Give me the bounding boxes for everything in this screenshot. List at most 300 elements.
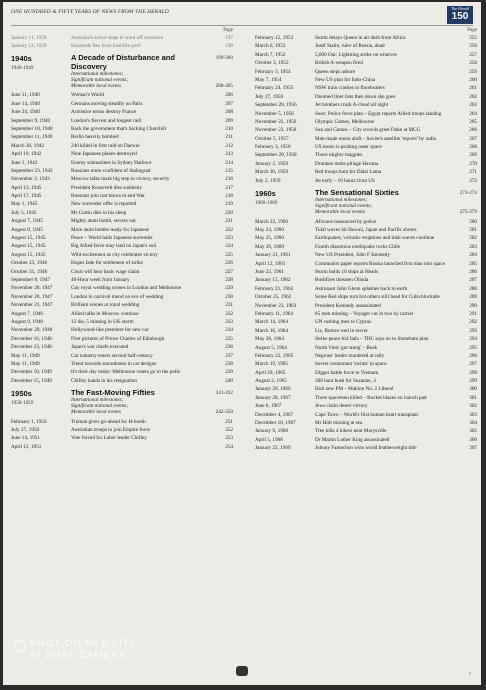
entry-page: 222 (225, 226, 233, 233)
entry-headline: Big Allied force may land on Japan's soil (71, 243, 157, 250)
entry-page: 198 (225, 43, 233, 50)
subheading-text: International milestones; (71, 71, 124, 78)
contents-entry (11, 160, 233, 166)
contents-entry (255, 43, 477, 49)
contents-entry (11, 327, 233, 333)
entry-headline: Enemy submarines in Sydney Harbour (71, 159, 152, 166)
entry-date: March 22, 1960 (255, 218, 288, 225)
entry-date: February 1, 1950 (11, 418, 47, 425)
entry-page: 280 (469, 218, 477, 225)
entry-headline: Jews claim desert victory (315, 403, 368, 410)
decade-section (11, 54, 233, 89)
entry-date: August 7, 1948 (11, 310, 43, 317)
contents-entry (11, 243, 233, 249)
entry-page: 230 (225, 293, 233, 300)
entry-page: 221 (225, 218, 233, 225)
entry-page: 231 (225, 302, 233, 309)
entry-page: 197 (225, 35, 233, 41)
contents-entry (255, 445, 477, 451)
entry-date: June 6, 1967 (255, 403, 282, 410)
contents-entry (11, 118, 233, 124)
entry-headline: President Kennedy assassinated (315, 302, 381, 309)
entry-headline: Drunken mobs pillage Havana (315, 160, 379, 167)
entry-page: 263 (469, 102, 477, 109)
entry-page: 259 (469, 68, 477, 75)
section-title: The Fast-Moving Fifties (71, 387, 155, 397)
entry-headline: Moscow talks mark big step to victory, security (71, 176, 170, 183)
entry-date: January 21, 1961 (255, 252, 291, 259)
entry-page: 233 (225, 318, 233, 325)
entry-page: 265 (469, 118, 477, 125)
logo-caption: The Herald (450, 6, 470, 11)
entry-headline: Those mighty magpies (315, 152, 363, 159)
entry-headline: Queen steps ashore (315, 68, 356, 75)
entry-date: March 7, 1952 (255, 51, 286, 58)
entry-headline: Holt new PM – Mahlon No. 2 Liberal (315, 386, 394, 393)
entry-headline: Australia's active steps to ward off recession (71, 35, 164, 41)
contents-entry (255, 119, 477, 125)
entry-date: May 1, 1945 (11, 201, 38, 208)
entry-page: 294 (469, 336, 477, 343)
entry-page: 239 (225, 369, 233, 376)
entry-date: February 21, 1962 (255, 285, 294, 292)
entry-page: 292 (469, 319, 477, 326)
entry-page: 257 (469, 51, 477, 58)
entry-page: 252 (225, 427, 233, 434)
entry-page: 256 (469, 43, 477, 50)
contents-entry (11, 35, 233, 41)
entry-page: 217 (225, 184, 233, 191)
contents-entry (11, 101, 233, 107)
entry-headline: North Viets 'got stung' – Rusk (315, 344, 378, 351)
entry-page: 304 (469, 420, 477, 427)
entry-date: April 12, 1961 (255, 260, 286, 267)
entry-headline: Germans moving steadily on Paris (71, 100, 143, 107)
section-pages: 241-242 (215, 389, 233, 396)
entry-page: 208 (225, 109, 233, 116)
entry-page: 281 (469, 227, 477, 234)
entry-page: 227 (225, 268, 233, 275)
decade-label: 1950s (11, 388, 32, 398)
entry-date: March 19, 1965 (255, 361, 288, 368)
entry-page: 267 (469, 135, 477, 142)
entry-date: August 5, 1964 (255, 344, 287, 351)
entry-date: November 23, 1963 (255, 302, 297, 309)
entry-date: November 2, 1943 (11, 176, 50, 183)
entry-date: August 15, 1945 (11, 235, 46, 242)
entry-page: 272 (469, 177, 477, 184)
entry-page: 297 (469, 361, 477, 368)
contents-entry (11, 201, 233, 207)
contents-entry (255, 252, 477, 258)
subheading-page: 242-250 (215, 409, 233, 416)
entry-date: January 28, 1967 (255, 394, 291, 401)
entry-date: October 5, 1957 (255, 135, 289, 142)
entry-date: October 3, 1952 (255, 60, 289, 67)
entry-date: July 27, 1950 (11, 427, 40, 434)
entry-headline: London in carnival mood on eve of wedding (71, 293, 164, 300)
entry-headline: New US plan for Indo-China (315, 76, 376, 83)
entry-page: 270 (469, 160, 477, 167)
page-header (11, 6, 473, 24)
entry-date: February 22, 1965 (255, 352, 294, 359)
entry-date: September 10, 1940 (11, 125, 53, 132)
entry-headline: Dr Martin Luther King assassinated (315, 436, 390, 443)
entry-date: April 10, 1942 (11, 151, 42, 158)
entry-page: 295 (469, 344, 477, 351)
camera-lens-icon (14, 640, 26, 652)
entry-headline: Mr Holt missing at sea (315, 420, 363, 427)
entry-headline: Japan's war chiefs executed (71, 344, 129, 351)
entry-headline: Chifley hands in his resignation (71, 377, 137, 384)
contents-entry (255, 345, 477, 351)
watermark-line-2: AI DUAL CAMERA (30, 650, 127, 661)
entry-date: February 3, 1958 (255, 144, 291, 151)
contents-entry (11, 176, 233, 182)
contents-entry (11, 294, 233, 300)
entry-headline: Earthquakes, volcanic eruptions and tidal waves continue (315, 235, 435, 242)
contents-entry (255, 60, 477, 66)
contents-entry (255, 386, 477, 392)
contents-entry (255, 94, 477, 100)
section-title-block (71, 389, 233, 416)
entry-page: 224 (225, 243, 233, 250)
contents-entry (255, 428, 477, 434)
entry-date: September 9, 1940 (11, 117, 51, 124)
entry-headline: 85 men missing – Voyager cut in two by carrier (315, 310, 414, 317)
entry-headline: Russians more confident of Stalingrad (71, 167, 151, 174)
subheading-page: 275-279 (459, 209, 477, 216)
entry-headline: Josef Stalin, ruler of Russia, dead (315, 43, 385, 50)
entry-page: 225 (225, 251, 233, 258)
contents-entry (255, 77, 477, 83)
entry-page: 212 (225, 142, 233, 149)
entry-headline: Tidal waves hit Hawaii, Japan and Pacific shores (315, 227, 417, 234)
entry-date: November 5, 1956 (255, 110, 294, 117)
entry-date: June 14, 1951 (11, 435, 40, 442)
subheading-text: Memorable local events (315, 209, 365, 216)
entry-date: December 23, 1948 (11, 344, 52, 351)
contents-entry (255, 235, 477, 241)
entry-page: 226 (225, 260, 233, 267)
contents-entry (255, 169, 477, 175)
entry-page: 251 (225, 418, 233, 425)
running-header-title: ONE HUNDRED & FIFTY YEARS OF NEWS FROM THE HERALD (11, 9, 169, 15)
contents-entry (11, 134, 233, 140)
subheading-text: Memorable local events (71, 409, 121, 416)
entry-headline: 500 hunt bush for Suzanne, 3 (315, 378, 376, 385)
entry-date: August 7, 1945 (11, 218, 43, 225)
entry-date: November 20, 1947 (11, 293, 53, 300)
entry-headline: Vote forced for Labor leader Chifley (71, 435, 147, 442)
contents-entry (11, 285, 233, 291)
entry-page: 254 (225, 443, 233, 450)
entry-date: February 11, 1964 (255, 310, 293, 317)
entry-date: January 9, 1968 (255, 428, 288, 435)
entry-headline: 12 die, 5 missing in UK storm (71, 318, 134, 325)
entry-headline: Digger battle force to Vietnam (315, 369, 379, 376)
entry-page: 302 (469, 403, 477, 410)
entry-headline: Johnny Famechon wins world featherweight title (315, 445, 417, 452)
contents-entry (11, 435, 233, 441)
contents-entry (255, 161, 477, 167)
contents-entry (11, 126, 233, 132)
entry-headline: Mr Curtin dies in his sleep (71, 209, 127, 216)
entry-page: 228 (225, 276, 233, 283)
section-pages: 199-200 (215, 55, 233, 62)
contents-column-right (255, 28, 477, 454)
entry-page: 288 (469, 285, 477, 292)
entry-page: 287 (469, 277, 477, 284)
entry-headline: Storm delays Queen in air dash from Africa (315, 35, 406, 41)
contents-entry (255, 378, 477, 384)
entry-page: 229 (225, 285, 233, 292)
entry-page: 300 (469, 386, 477, 393)
contents-entry (11, 218, 233, 224)
entry-headline: Some Red ships turn but others still head for Cuba blockade (315, 294, 440, 301)
entry-date: April 5, 1968 (255, 436, 283, 443)
subheading-page: 200-205 (215, 83, 233, 90)
entry-page: 264 (469, 110, 477, 117)
entry-date: September 23, 1942 (11, 167, 53, 174)
herald-150-logo (447, 6, 473, 24)
entry-headline: Three spacemen killed – Rocket blazes on launch pad (315, 394, 427, 401)
contents-entry (255, 244, 477, 250)
entry-headline: 240 killed in first raid on Darwin (71, 142, 140, 149)
entry-headline: Hundreds flee from bushfire peril (71, 43, 141, 50)
section-pages: 273-274 (459, 189, 477, 196)
contents-entry (11, 361, 233, 367)
entry-date: January 11, 1939 (11, 35, 47, 41)
entry-page: 305 (469, 428, 477, 435)
contents-entry (255, 328, 477, 334)
contents-entry (255, 370, 477, 376)
entry-page: 262 (469, 93, 477, 100)
entry-headline: President Roosevelt dies suddenly (71, 184, 143, 191)
contents-entry (255, 111, 477, 117)
entry-page: 218 (225, 193, 233, 200)
entry-date: January 22, 1969 (255, 445, 291, 452)
entry-date: April 13, 1945 (11, 184, 42, 191)
contents-entry (255, 261, 477, 267)
entry-headline: Woman's World (71, 92, 104, 99)
entry-page: 286 (469, 268, 477, 275)
contents-entry (11, 185, 233, 191)
entry-headline: Red troops hunt for Dalai Lama (315, 169, 382, 176)
contents-entry (11, 260, 233, 266)
camera-watermark (14, 638, 137, 662)
entry-headline: Soviet cosmonaut 'swims' in space (315, 361, 387, 368)
entry-date: May 11, 1949 (11, 360, 40, 367)
entry-headline: Fourth disastrous earthquake rocks Chile (315, 243, 401, 250)
entry-page: 234 (225, 327, 233, 334)
entry-headline: Trend towards smoothness in car designs (71, 360, 157, 367)
contents-entry (11, 252, 233, 258)
section-title: A Decade of Disturbance and Discovery (71, 53, 175, 71)
entry-page: 282 (469, 235, 477, 242)
contents-column-left (11, 28, 233, 450)
entry-date: March 6, 1953 (255, 43, 286, 50)
entry-date: January 15, 1962 (255, 277, 291, 284)
entry-headline: Australian troops to join Empire force (71, 427, 151, 434)
contents-entry (255, 303, 477, 309)
entry-page: 268 (469, 144, 477, 151)
contents-entry (255, 102, 477, 108)
entry-headline: First pictures of Prince Charles of Edinburgh (71, 335, 165, 342)
contents-entry (255, 85, 477, 91)
contents-entry (255, 294, 477, 300)
entry-date: April 29, 1965 (255, 369, 286, 376)
entry-date: July 2, 1959 (255, 177, 281, 184)
contents-entry (11, 344, 233, 350)
contents-entry (11, 319, 233, 325)
logo-number: 150 (451, 11, 469, 22)
entry-headline: Africans massacred by police (315, 218, 377, 225)
page-column-label: Page (467, 28, 477, 33)
entry-date: May 7, 1954 (255, 76, 282, 83)
entry-headline: Strike peace bid fails – THC says no to Stoneham plan (315, 336, 429, 343)
entry-date: June 24, 1940 (11, 109, 40, 116)
contents-entry (255, 336, 477, 342)
decade-range: 1960-1969 (255, 199, 278, 206)
entry-page: 271 (469, 169, 477, 176)
section-title-block (315, 189, 477, 216)
entry-page: 296 (469, 352, 477, 359)
contents-entry (255, 152, 477, 158)
section-title-block (71, 54, 233, 89)
contents-entry (11, 168, 233, 174)
entry-page: 237 (225, 352, 233, 359)
entry-headline: Jet bombers track A-cloud all night (315, 102, 389, 109)
contents-entry (11, 269, 233, 275)
contents-entry (11, 43, 233, 49)
entry-date: May 26, 1960 (255, 243, 284, 250)
entry-page: 283 (469, 243, 477, 250)
entry-date: September 8, 1947 (11, 276, 51, 283)
entry-headline: Hollywood-like premiere for new car (71, 327, 149, 334)
entry-page: 306 (469, 436, 477, 443)
entry-date: March 30, 1942 (11, 142, 44, 149)
contents-entry (255, 227, 477, 233)
decade-section (255, 189, 477, 216)
entry-headline: Suez: Police force plan – Egypt reports Allied troops landing (315, 110, 442, 117)
contents-entry (255, 353, 477, 359)
entry-page: 206 (225, 92, 233, 99)
entry-page: 253 (225, 435, 233, 442)
contents-entry (255, 178, 477, 184)
decade-range: 1940-1949 (11, 65, 34, 72)
contents-entry (255, 361, 477, 367)
entry-headline: New surrender offer is reported (71, 201, 137, 208)
entry-headline: Astronaut John Glenn splashes back to earth (315, 285, 408, 292)
decade-label: 1940s (11, 54, 32, 64)
entry-page: 285 (469, 260, 477, 267)
contents-entry (255, 277, 477, 283)
contents-entry (11, 427, 233, 433)
entry-date: November 21, 1947 (11, 302, 53, 309)
entry-headline: Russians join last blows to end War (71, 193, 145, 200)
section-subheading (71, 409, 233, 415)
entry-headline: New US President, John F Kennedy (315, 252, 390, 259)
entry-page: 293 (469, 327, 477, 334)
entry-date: August 15, 1945 (11, 243, 46, 250)
entry-page: 291 (469, 310, 477, 317)
entry-headline: Jet early – 16 hours from US (315, 177, 375, 184)
entry-headline: UN rushing men to Cyprus (315, 319, 372, 326)
entry-page: 298 (469, 369, 477, 376)
contents-entry (255, 319, 477, 325)
entry-date: December 4, 1967 (255, 411, 294, 418)
entry-date: December 16, 1948 (11, 335, 52, 342)
entry-date: May 28, 1964 (255, 336, 284, 343)
entry-page: 255 (469, 35, 477, 41)
contents-entry (255, 35, 477, 41)
entry-page: 223 (225, 235, 233, 242)
entry-headline: Doomed liner lists then down she goes (315, 93, 396, 100)
decade-label: 1960s (255, 188, 276, 198)
contents-entry (11, 353, 233, 359)
entry-page: 303 (469, 411, 477, 418)
entry-date: November 20, 1947 (11, 285, 53, 292)
entry-page: 211 (225, 134, 233, 141)
entry-headline: Gay royal wedding scenes in London and Melbourne (71, 285, 182, 292)
entry-headline: British A-weapon fired (315, 60, 363, 67)
contents-entry (11, 311, 233, 317)
entry-page: 209 (225, 117, 233, 124)
entry-headline: NSW train crashes in floodwaters (315, 85, 385, 92)
entry-date: June 22, 1961 (255, 268, 284, 275)
page-column-label: Page (223, 28, 233, 33)
entry-page: 290 (469, 302, 477, 309)
contents-entry (255, 69, 477, 75)
entry-date: August 9, 1948 (11, 318, 43, 325)
contents-entry (11, 193, 233, 199)
entry-date: March 14, 1964 (255, 319, 288, 326)
entry-page: 299 (469, 378, 477, 385)
entry-headline: 5,000 Out: Lightning strike on wharves (315, 51, 397, 58)
entry-headline: Nine Japanese planes destroyed (71, 151, 137, 158)
contents-entry (255, 144, 477, 150)
entry-page: 214 (225, 159, 233, 166)
subheading-text: International milestones; (71, 397, 124, 404)
entry-date: December 18, 1967 (255, 420, 296, 427)
entry-page: 232 (225, 310, 233, 317)
entry-headline: Mighty atom bomb, secrets out (71, 218, 136, 225)
contents-entry (11, 235, 233, 241)
entry-date: May 24, 1960 (255, 227, 284, 234)
entry-date: December 10, 1949 (11, 369, 52, 376)
subheading-text: International milestones; (315, 197, 368, 204)
entry-page: 307 (469, 445, 477, 452)
contents-entry (11, 151, 233, 157)
entry-date: November 22, 1956 (255, 127, 297, 134)
entry-headline: Tree kills 4 hikers near Marysville (315, 428, 387, 435)
contents-entry (255, 420, 477, 426)
decade-section (11, 389, 233, 416)
entry-page: 238 (225, 360, 233, 367)
entry-date: March 16, 1964 (255, 327, 288, 334)
entry-date: August 2, 1965 (255, 378, 287, 385)
entry-date: September 11, 1940 (11, 134, 53, 141)
entry-date: February 3, 1954 (255, 68, 291, 75)
contents-entry (11, 143, 233, 149)
entry-date: July 27, 1956 (255, 93, 284, 100)
entry-date: February 24, 1955 (255, 85, 294, 92)
entry-date: August 15, 1945 (11, 251, 46, 258)
entry-headline: Olympic Games, Melbourne (315, 118, 375, 125)
watermark-line-1: SHOT ON MI 8 LITE (30, 638, 138, 649)
page-number: 7 (468, 673, 471, 678)
